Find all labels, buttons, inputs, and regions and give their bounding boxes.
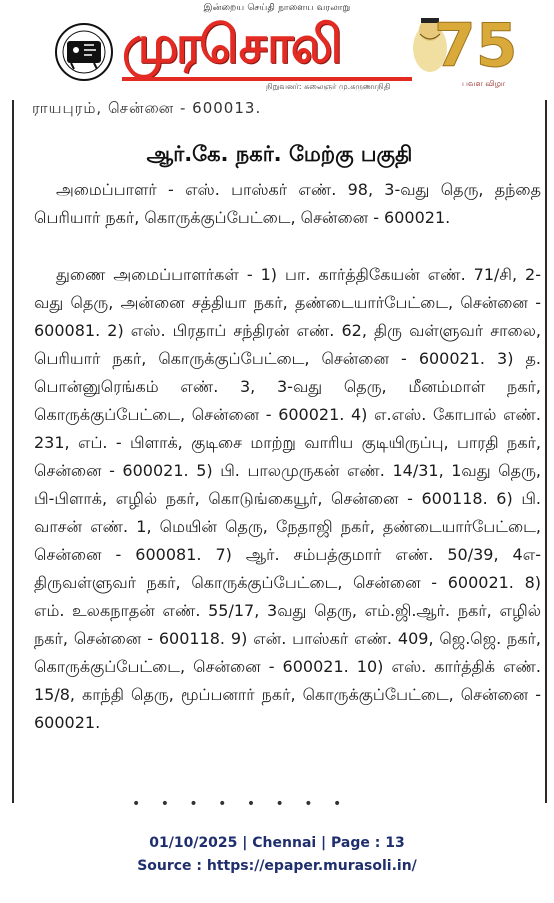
anniversary-number: 75 [434,11,518,81]
masthead-brand: முரசொலி [122,15,340,75]
masthead-tagline: இன்றைய செய்தி நாளைய வரலாறு [203,3,351,13]
article-clipping [12,99,547,812]
cut-off-next-text: • • • • • • • • [132,796,350,812]
footer-dateline: 01/10/2025 | Chennai | Page : 13 [149,835,405,851]
masthead-founder: நிறுவனர்: கலைஞர் மு.கருணாநிதி [266,82,391,91]
anniversary-75-icon [404,4,518,96]
cut-off-previous-line [32,99,272,130]
source-footer [0,832,554,878]
party-emblem-icon [54,22,114,82]
footer-source-link[interactable]: Source : https://epaper.murasoli.in/ [137,858,417,874]
section-heading: ஆர்.கே. நகர். மேற்கு பகுதி [146,142,413,166]
brand-underline [122,77,412,81]
right-border [545,100,547,803]
cut-off-next-line [132,796,392,812]
article-paragraph: துணை அமைப்பாளர்கள் - 1) பா. கார்த்திகேயன் எண். 71/சி, 2-வது தெரு, அன்னை சத்தியா நகர், தண்டையார்பேட்டை, சென்னை - 600081. 2) எஸ். பிரதாப் சந்திரன் எண். 62, திரு வள்ளுவர் சாலை, பெரியார் நகர், கொருக்குப்பேட்டை, சென்னை - 600021. 3) த. பொன்னுரெங்கம் எண். 3, 3-வது தெரு, மீனம்மாள் நகர், கொருக்குப்பேட்டை, சென்னை - 600021. 4) எ.எஸ். கோபால் எண். 231, எப். - பிளாக், குடிசை மாற்று வாரிய குடியிருப்பு, பாரதி நகர், சென்னை - 600021. 5) பி. பாலமுருகன் எண். 14/31, 1வது தெரு, பி-பிளாக், எழில் நகர், கொடுங்கையூர், சென்னை - 600118. 6) பி. வாசன் எண். 1, மெயின் தெரு, நேதாஜி நகர், தண்டையார்பேட்டை, சென்னை - 600081. 7) ஆர். சம்பத்குமார் எண். 50/39, 4எ- திருவள்ளுவர் நகர், கொருக்குப்பேட்டை, சென்னை - 600021. 8) எம். உலகநாதன் எண். 55/17, 3வது தெரு, எம்.ஜி.ஆர். நகர், எழில் நகர், சென்னை - 600118. 9) என். பாஸ்கர் எண். 409, ஜெ.ஜெ. நகர், கொருக்குப்பேட்டை, சென்னை - 600021. 10) எஸ். கார்த்திக் எண். 15/8, காந்தி தெரு, மூப்பனார் நகர், கொருக்குப்பேட்டை, சென்னை - 600021. [34,265,542,732]
anniversary-label: பவள விழா [462,79,506,88]
masthead [0,0,554,100]
article-paragraph: அமைப்பாளர் - எஸ். பாஸ்கர் எண். 98, 3-வது தெரு, தந்தை பெரியார் நகர், கொருக்குப்பேட்டை, சென்னை - 600021. [34,180,541,227]
cut-off-previous-text: ராயபுரம், சென்னை - 600013. [32,99,262,117]
left-border [12,100,14,803]
